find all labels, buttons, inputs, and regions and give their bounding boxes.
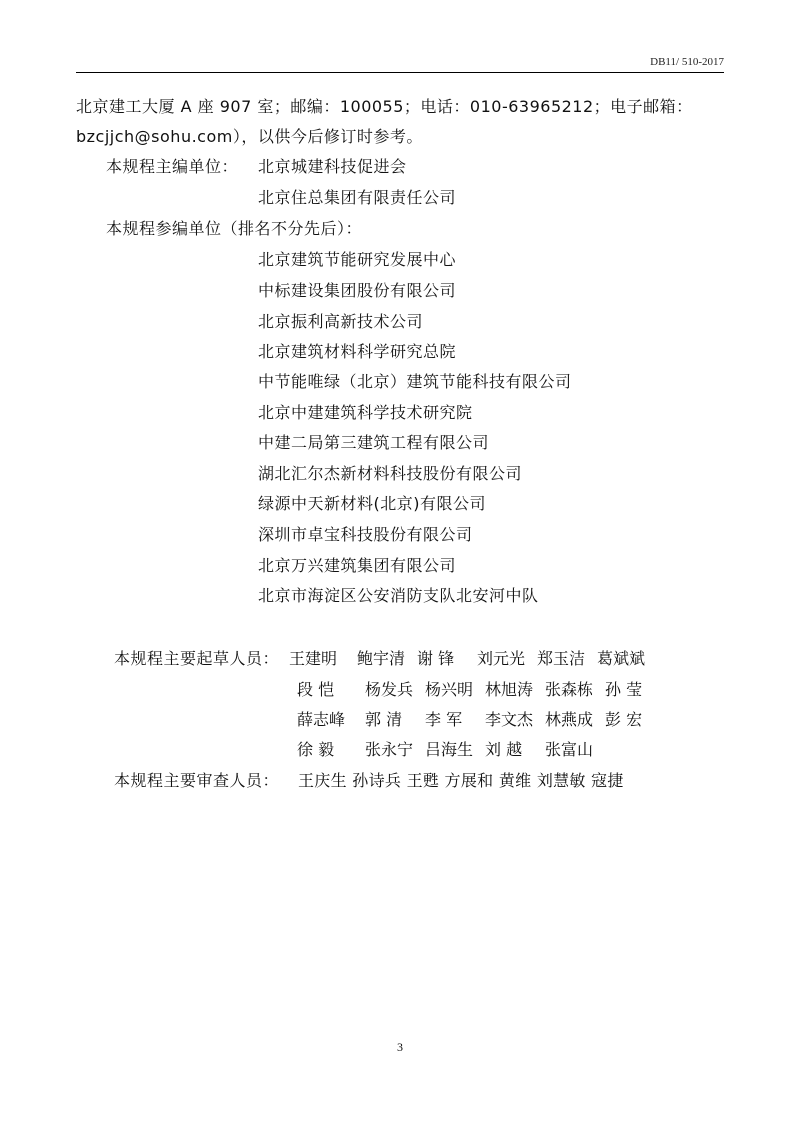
participating-unit: 北京振利高新技术公司 <box>258 312 424 331</box>
participating-unit: 中建二局第三建筑工程有限公司 <box>258 433 490 452</box>
participating-unit: 北京万兴建筑集团有限公司 <box>258 556 457 575</box>
participating-units-label: 本规程参编单位（排名不分先后）： <box>106 219 363 238</box>
participating-unit: 中标建设集团股份有限公司 <box>258 281 457 300</box>
document-code: DB11/ 510-2017 <box>650 56 724 68</box>
drafter-name: 杨发兵 <box>365 680 414 699</box>
drafter-name: 彭 宏 <box>605 710 643 729</box>
drafter-name: 杨兴明 <box>425 680 474 699</box>
participating-unit: 湖北汇尔杰新材料科技股份有限公司 <box>258 464 523 483</box>
drafter-name: 刘元光 <box>477 649 526 668</box>
reviewers-names: 王庆生 孙诗兵 王甦 方展和 黄维 刘慧敏 寇捷 <box>298 771 624 790</box>
drafter-name: 李文杰 <box>485 710 534 729</box>
participating-unit: 北京市海淀区公安消防支队北安河中队 <box>258 586 539 605</box>
participating-unit: 北京建筑节能研究发展中心 <box>258 250 457 269</box>
drafter-name: 郭 清 <box>365 710 403 729</box>
drafters-row <box>297 740 605 760</box>
chief-unit-1: 北京城建科技促进会 <box>258 157 407 176</box>
reviewers-label: 本规程主要审查人员： <box>114 771 280 790</box>
participating-unit: 绿源中天新材料(北京)有限公司 <box>258 494 486 513</box>
drafter-name: 鲍宇清 <box>357 649 406 668</box>
drafter-name: 徐 毅 <box>297 740 335 759</box>
participating-unit: 北京建筑材料科学研究总院 <box>258 342 457 361</box>
contact-line-2: bzcjjch@sohu.com），以供今后修订时参考。 <box>76 127 423 146</box>
drafter-name: 李 军 <box>425 710 463 729</box>
participating-unit: 中节能唯绿（北京）建筑节能科技有限公司 <box>258 372 572 391</box>
contact-line-1: 北京建工大厦 A 座 907 室；邮编：100055；电话：010-63965212；电子邮箱： <box>76 97 693 116</box>
drafter-name: 张富山 <box>545 740 594 759</box>
drafter-name: 吕海生 <box>425 740 474 759</box>
drafter-name: 刘 越 <box>485 740 523 759</box>
drafter-name: 林旭涛 <box>485 680 534 699</box>
drafters-row <box>297 680 665 700</box>
page-number: 3 <box>397 1040 403 1054</box>
drafters-row <box>289 649 657 669</box>
participating-unit: 北京中建建筑科学技术研究院 <box>258 403 473 422</box>
drafters-label: 本规程主要起草人员： <box>114 649 280 668</box>
header-divider <box>76 72 724 73</box>
drafter-name: 张永宁 <box>365 740 414 759</box>
drafter-name: 林燕成 <box>545 710 594 729</box>
drafter-name: 葛斌斌 <box>597 649 646 668</box>
chief-unit-2: 北京住总集团有限责任公司 <box>258 188 457 207</box>
drafter-name: 孙 莹 <box>605 680 643 699</box>
drafter-name: 王建明 <box>289 649 338 668</box>
drafter-name: 张森栋 <box>545 680 594 699</box>
drafter-name: 段 恺 <box>297 680 335 699</box>
drafters-row <box>297 710 665 730</box>
participating-unit: 深圳市卓宝科技股份有限公司 <box>258 525 473 544</box>
drafter-name: 薛志峰 <box>297 710 346 729</box>
drafter-name: 谢 锋 <box>417 649 455 668</box>
drafter-name: 郑玉洁 <box>537 649 586 668</box>
chief-units-label: 本规程主编单位： <box>106 157 239 176</box>
